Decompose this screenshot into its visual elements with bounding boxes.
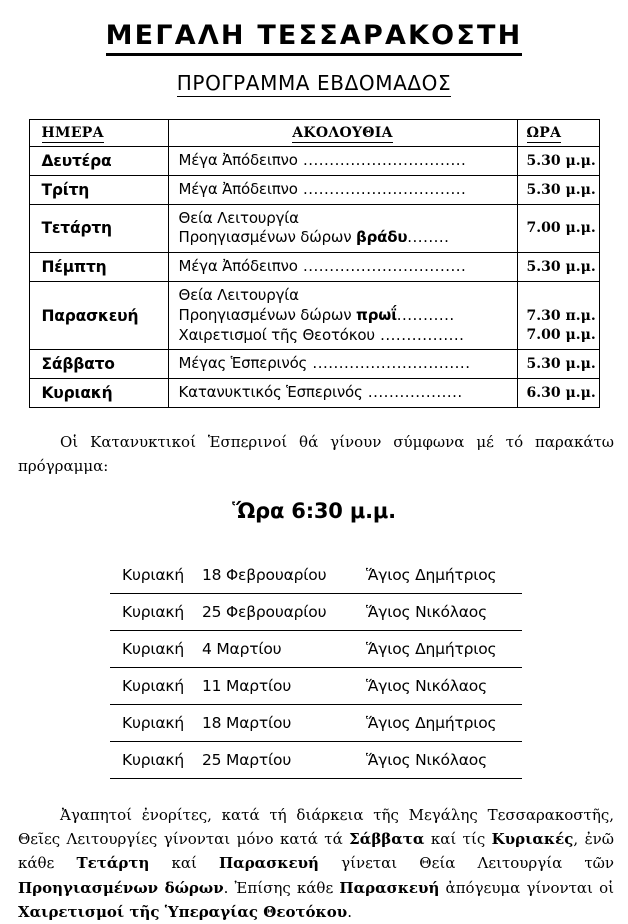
column-header-day: [29, 120, 168, 147]
closing-text: . Ἐπίσης κάθε: [223, 878, 340, 897]
closing-emphasis: Σάββατα: [349, 829, 425, 848]
time-value: 5.30 μ.μ.: [526, 181, 596, 198]
table-row: [29, 253, 599, 282]
table-row: [29, 175, 599, 204]
sundays-list-wrapper: [110, 557, 522, 779]
dot-leader: ................: [374, 325, 465, 344]
service-text: Μέγα Ἀπόδειπνο: [178, 257, 298, 276]
service-text: Χαιρετισμοί τῆς Θεοτόκου: [178, 325, 375, 344]
sunday-day-cell: Κυριακή: [110, 704, 202, 741]
sunday-church-cell: Ἅγιος Νικόλαος: [354, 667, 522, 704]
dot-leader: ...............................: [297, 151, 467, 170]
sunday-date-cell: 18 Φεβρουαρίου: [202, 557, 354, 594]
service-line: [179, 180, 511, 200]
day-cell: Σάββατο: [29, 350, 168, 379]
time-value: 7.00 μ.μ.: [526, 326, 596, 343]
sunday-date-cell: 18 Μαρτίου: [202, 704, 354, 741]
service-cell: [168, 204, 517, 253]
day-cell: Δευτέρα: [29, 147, 168, 176]
service-text: Μέγα Ἀπόδειπνο: [178, 179, 298, 198]
sunday-row: [110, 667, 522, 704]
service-emphasis: πρωΐ: [356, 305, 397, 324]
service-line: [179, 151, 511, 171]
page-title-text: ΜΕΓΑΛΗ ΤΕΣΣΑΡΑΚΟΣΤΗ: [106, 20, 523, 56]
sunday-row: [110, 741, 522, 778]
dot-leader: ...............................: [297, 179, 467, 198]
time-cell: [517, 175, 599, 204]
service-line: [179, 286, 511, 306]
service-line: [179, 257, 511, 277]
sunday-church-cell: Ἅγιος Δημήτριος: [354, 557, 522, 594]
day-cell: Τετάρτη: [29, 204, 168, 253]
service-cell: [168, 147, 517, 176]
table-row: [29, 350, 599, 379]
sunday-date-cell: 25 Μαρτίου: [202, 741, 354, 778]
dot-leader: ..................: [362, 383, 463, 402]
table-row: [29, 204, 599, 253]
closing-emphasis: Τετάρτη: [76, 854, 150, 873]
column-header-time: [517, 120, 599, 147]
sunday-row: [110, 593, 522, 630]
closing-text: καί τίς: [424, 829, 492, 848]
closing-text: γίνεται Θεία Λειτουργία τῶν: [318, 854, 615, 873]
time-value: 7.30 π.μ.: [526, 308, 596, 325]
day-cell: Τρίτη: [29, 175, 168, 204]
dot-leader: ..............................: [307, 354, 471, 373]
time-cell: [517, 282, 599, 350]
closing-emphasis: Χαιρετισμοί τῆς Ὑπεραγίας Θεοτόκου: [18, 902, 348, 921]
time-value: 5.30 μ.μ.: [526, 356, 596, 373]
sunday-row: [110, 557, 522, 594]
table-header-row: [29, 120, 599, 147]
closing-emphasis: Παρασκευή: [219, 854, 319, 873]
sunday-church-cell: Ἅγιος Νικόλαος: [354, 741, 522, 778]
column-header-service: [168, 120, 517, 147]
service-line: [179, 354, 511, 374]
sunday-church-cell: Ἅγιος Δημήτριος: [354, 704, 522, 741]
page-subtitle-text: ΠΡΟΓΡΑΜΜΑ ΕΒΔΟΜΑΔΟΣ: [176, 71, 452, 96]
column-header-service-text: ΑΚΟΛΟΥΘΙΑ: [292, 125, 393, 142]
sunday-row: [110, 704, 522, 741]
sunday-date-cell: 4 Μαρτίου: [202, 630, 354, 667]
page-title: [0, 0, 628, 51]
time-value: 5.30 μ.μ.: [526, 258, 596, 275]
closing-text: Ἀγαπητοί ἐνορίτες, κατά τή διάρκεια τῆς Μεγάλης Τεσσαρακοστῆς, Θεῖες Λειτουργίες γίνονται μόνο κατά τά: [18, 805, 614, 848]
service-cell: [168, 175, 517, 204]
sundays-schedule-table: [110, 557, 522, 779]
closing-text: .: [347, 902, 352, 921]
table-row: [29, 282, 599, 350]
sunday-day-cell: Κυριακή: [110, 667, 202, 704]
dot-leader: ...........: [396, 305, 455, 324]
day-cell: Κυριακή: [29, 379, 168, 408]
service-text: Προηγιασμένων δώρων: [178, 305, 357, 324]
day-cell: Παρασκευή: [29, 282, 168, 350]
service-line: [179, 326, 511, 346]
service-text: Θεία Λειτουργία: [178, 286, 299, 305]
sunday-date-cell: 25 Φεβρουαρίου: [202, 593, 354, 630]
weekly-program-table: [29, 119, 600, 408]
page-subtitle: [0, 51, 628, 95]
time-value: 6.30 μ.μ.: [526, 384, 596, 401]
time-cell: [517, 147, 599, 176]
sunday-row: [110, 630, 522, 667]
time-cell: [517, 253, 599, 282]
service-cell: [168, 282, 517, 350]
closing-text: , ἐνῶ κάθε: [18, 829, 614, 873]
column-header-time-text: ΩΡΑ: [526, 125, 562, 142]
service-text: Θεία Λειτουργία: [178, 208, 299, 227]
closing-text: καί: [149, 854, 219, 873]
sunday-church-cell: Ἅγιος Νικόλαος: [354, 593, 522, 630]
closing-emphasis: Προηγιασμένων δώρων: [18, 878, 224, 897]
hour-heading: Ὥρα 6:30 μ.μ.: [232, 498, 396, 523]
service-cell: [168, 253, 517, 282]
time-value: 7.00 μ.μ.: [526, 220, 596, 237]
day-cell: Πέμπτη: [29, 253, 168, 282]
dot-leader: ...............................: [297, 257, 467, 276]
time-cell: [517, 204, 599, 253]
service-line: [179, 228, 511, 248]
closing-emphasis: Κυριακές: [491, 829, 574, 848]
service-line: [179, 209, 511, 229]
sunday-church-cell: Ἅγιος Δημήτριος: [354, 630, 522, 667]
table-row: [29, 147, 599, 176]
sunday-day-cell: Κυριακή: [110, 557, 202, 594]
service-cell: [168, 379, 517, 408]
time-cell: [517, 350, 599, 379]
service-text: Μέγα Ἀπόδειπνο: [178, 151, 298, 170]
service-line: [179, 383, 511, 403]
sunday-date-cell: 11 Μαρτίου: [202, 667, 354, 704]
closing-emphasis: Παρασκευή: [339, 878, 440, 897]
service-cell: [168, 350, 517, 379]
sunday-day-cell: Κυριακή: [110, 593, 202, 630]
service-text: Προηγιασμένων δώρων: [178, 228, 357, 247]
intro-paragraph: Οἱ Κατανυκτικοί Ἑσπερινοί θά γίνουν σύμφωνα μέ τό παρακάτω πρόγραμμα:: [18, 433, 614, 476]
dot-leader: ........: [407, 228, 450, 247]
service-emphasis: βράδυ: [356, 228, 408, 247]
service-text: Κατανυκτικός Ἑσπερινός: [178, 383, 363, 402]
sunday-day-cell: Κυριακή: [110, 630, 202, 667]
service-text: Μέγας Ἑσπερινός: [178, 354, 308, 373]
column-header-day-text: ΗΜΕΡΑ: [41, 125, 104, 142]
closing-paragraph: [0, 779, 628, 924]
closing-text: ἀπόγευμα γίνονται οἱ: [439, 878, 615, 897]
time-cell: [517, 379, 599, 408]
sunday-day-cell: Κυριακή: [110, 741, 202, 778]
service-line: [179, 306, 511, 326]
time-value: 5.30 μ.μ.: [526, 152, 596, 169]
table-row: [29, 379, 599, 408]
